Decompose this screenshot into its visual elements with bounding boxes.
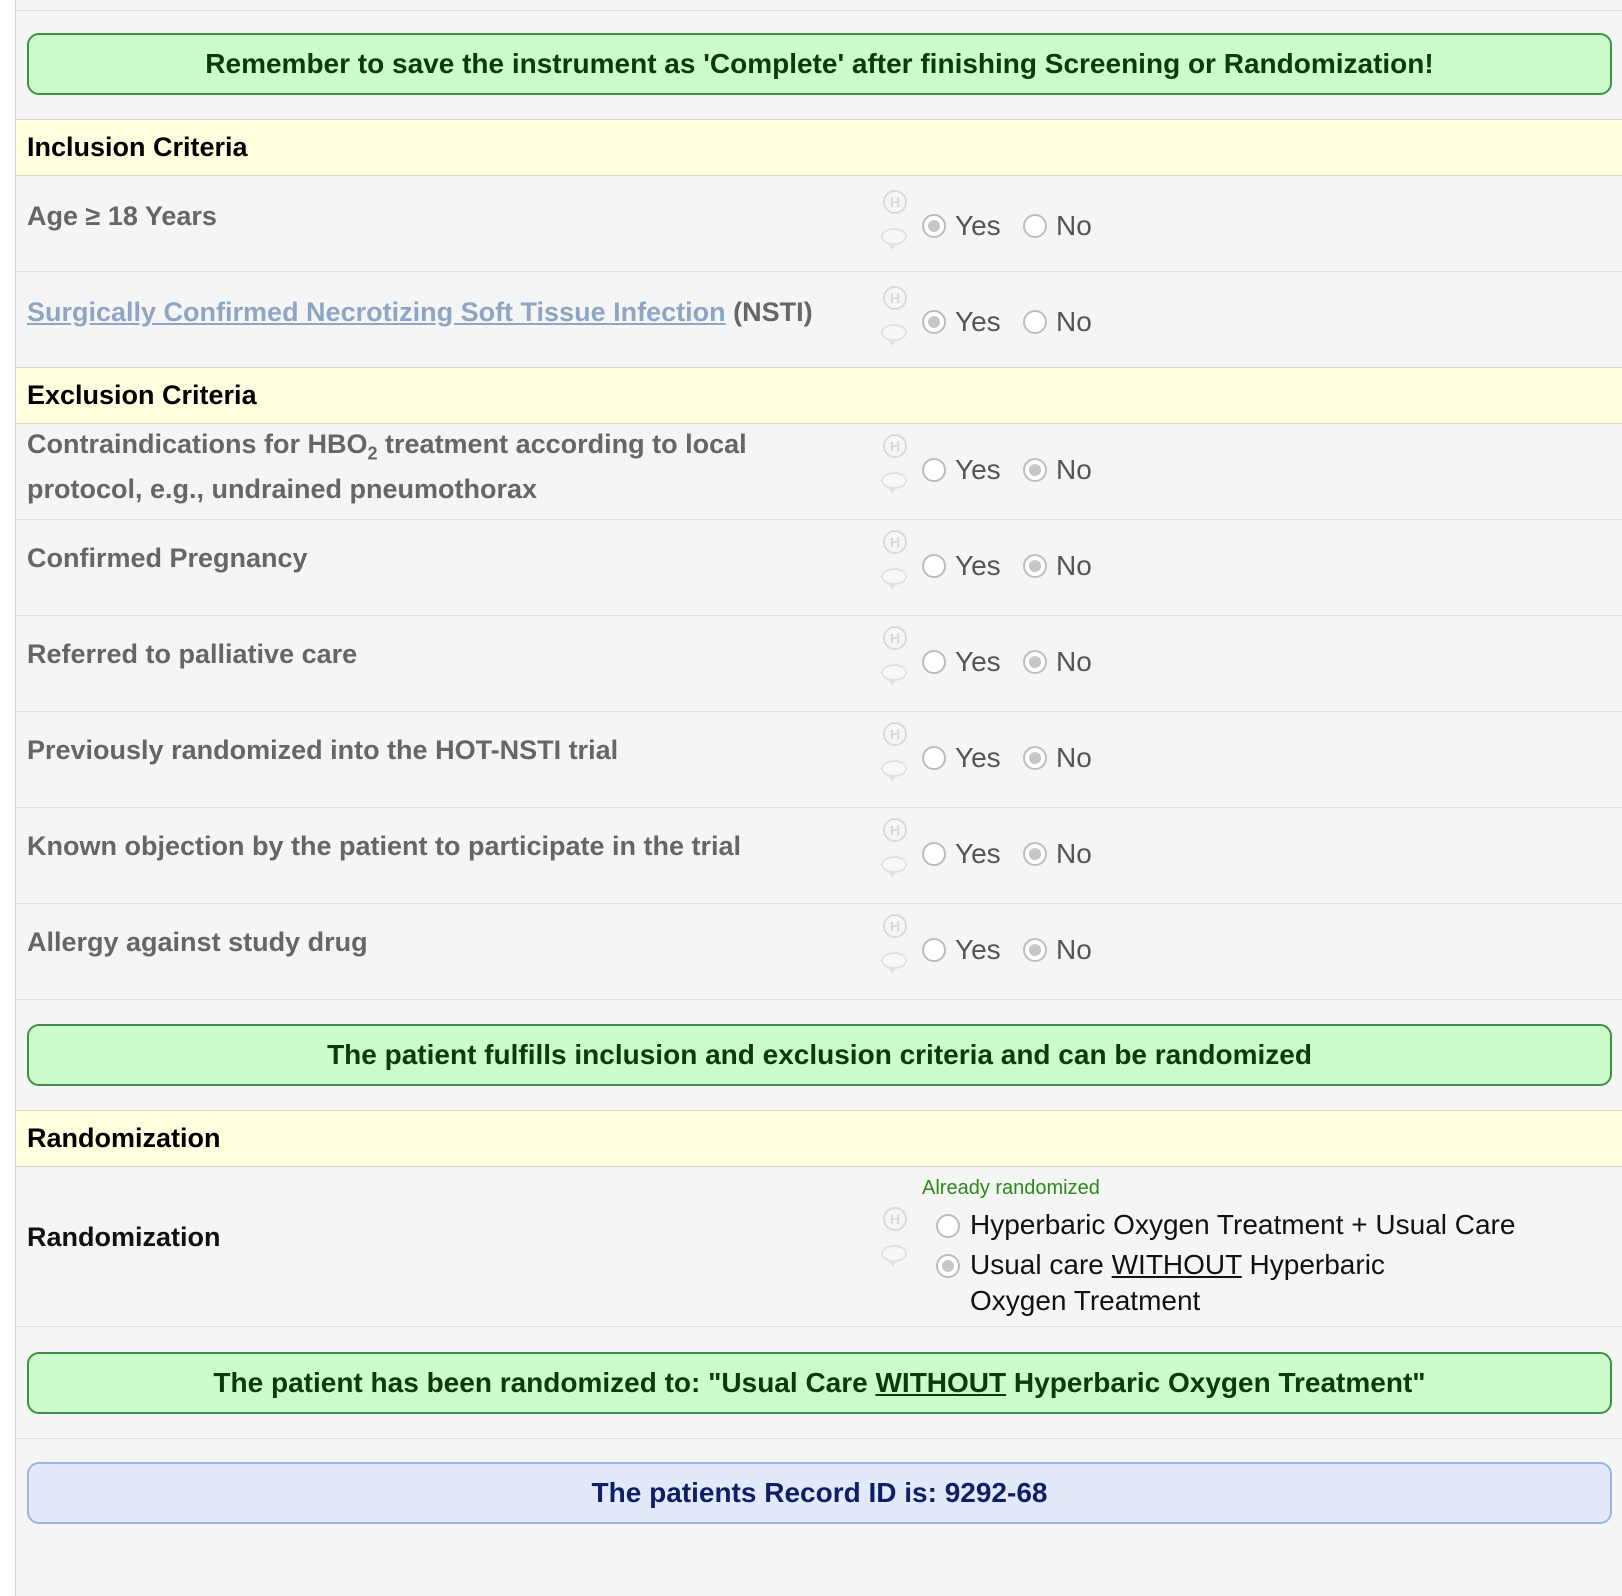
comment-icon[interactable] [881, 1245, 907, 1262]
contraindications-no-radio[interactable] [1023, 458, 1047, 482]
contraindications-yes-radio[interactable] [922, 458, 946, 482]
pregnancy-yes-radio[interactable] [922, 554, 946, 578]
palliative-row [16, 616, 1622, 712]
save-reminder-banner: Remember to save the instrument as 'Complete' after finishing Screening or Randomization! [27, 33, 1612, 95]
palliative-yes-radio[interactable] [922, 650, 946, 674]
age-yes-radio[interactable] [922, 214, 946, 238]
nsti-label: Surgically Confirmed Necrotizing Soft Tissue Infection (NSTI) [27, 297, 813, 327]
objection-no-radio[interactable] [1023, 842, 1047, 866]
randomization-option-usual-care[interactable]: Usual care WITHOUT Hyperbaric Oxygen Treatment [936, 1247, 1466, 1319]
history-icon[interactable]: H [883, 626, 907, 650]
previously-randomized-label: Previously randomized into the HOT-NSTI trial [27, 735, 619, 765]
contraindications-yes-option[interactable]: Yes [922, 452, 1001, 488]
contraindications-no-option[interactable]: No [1023, 452, 1092, 488]
palliative-no-option[interactable]: No [1023, 644, 1092, 680]
comment-icon[interactable] [881, 952, 907, 969]
previously-randomized-yes-radio[interactable] [922, 746, 946, 770]
previously-randomized-yes-option[interactable]: Yes [922, 740, 1001, 776]
randomization-option-hbot-radio[interactable] [936, 1214, 960, 1238]
age-label: Age ≥ 18 Years [27, 201, 217, 231]
palliative-yes-option[interactable]: Yes [922, 644, 1001, 680]
field-tools [878, 190, 912, 254]
already-randomized-note: Already randomized [922, 1177, 1100, 1199]
comment-icon[interactable] [881, 228, 907, 245]
objection-yes-option[interactable]: Yes [922, 836, 1001, 872]
comment-icon[interactable] [881, 568, 907, 585]
randomization-result-banner: The patient has been randomized to: "Usual Care WITHOUT Hyperbaric Oxygen Treatment" [27, 1352, 1612, 1414]
objection-row [16, 808, 1622, 904]
randomization-option-usual-care-radio[interactable] [936, 1254, 960, 1278]
divider [16, 1414, 1622, 1439]
objection-no-option[interactable]: No [1023, 836, 1092, 872]
randomization-header: Randomization [16, 1110, 1622, 1167]
previously-randomized-no-option[interactable]: No [1023, 740, 1092, 776]
age-yes-option[interactable]: Yes [922, 208, 1001, 244]
palliative-label: Referred to palliative care [27, 639, 358, 669]
pregnancy-no-option[interactable]: No [1023, 548, 1092, 584]
allergy-yes-option[interactable]: Yes [922, 932, 1001, 968]
allergy-label: Allergy against study drug [27, 927, 368, 957]
pregnancy-yes-option[interactable]: Yes [922, 548, 1001, 584]
nsti-yes-option[interactable]: Yes [922, 304, 1001, 340]
allergy-no-option[interactable]: No [1023, 932, 1092, 968]
nsti-no-radio[interactable] [1023, 310, 1047, 334]
instrument-form [15, 0, 1622, 1596]
previously-randomized-no-radio[interactable] [1023, 746, 1047, 770]
field-tools [878, 722, 912, 786]
record-id-banner: The patients Record ID is: 9292-68 [27, 1462, 1612, 1524]
history-icon[interactable]: H [883, 818, 907, 842]
history-icon[interactable]: H [883, 190, 907, 214]
randomization-row [16, 1167, 1622, 1327]
comment-icon[interactable] [881, 472, 907, 489]
contraindications-label: Contraindications for $HBO_2$ treatment according to local protocol, e.g., undrained pneumothorax [27, 429, 747, 505]
field-tools [878, 286, 912, 350]
field-tools [878, 818, 912, 882]
field-tools [878, 626, 912, 690]
history-icon[interactable]: H [883, 530, 907, 554]
objection-label: Known objection by the patient to participate in the trial [27, 831, 742, 861]
objection-yes-radio[interactable] [922, 842, 946, 866]
nsti-row [16, 272, 1622, 368]
nsti-link[interactable]: Surgically Confirmed Necrotizing Soft Tissue Infection [27, 297, 726, 327]
field-tools [878, 914, 912, 978]
pregnancy-no-radio[interactable] [1023, 554, 1047, 578]
exclusion-criteria-header: Exclusion Criteria [16, 367, 1622, 424]
allergy-row [16, 904, 1622, 1000]
field-tools [878, 1207, 912, 1271]
history-icon[interactable]: H [883, 722, 907, 746]
comment-icon[interactable] [881, 664, 907, 681]
top-divider [16, 10, 1622, 11]
history-icon[interactable]: H [883, 434, 907, 458]
age-no-radio[interactable] [1023, 214, 1047, 238]
eligibility-banner: The patient fulfills inclusion and exclusion criteria and can be randomized [27, 1024, 1612, 1086]
allergy-no-radio[interactable] [1023, 938, 1047, 962]
history-icon[interactable]: H [883, 286, 907, 310]
age-row [16, 176, 1622, 272]
allergy-yes-radio[interactable] [922, 938, 946, 962]
pregnancy-row [16, 520, 1622, 616]
pregnancy-label: Confirmed Pregnancy [27, 543, 308, 573]
comment-icon[interactable] [881, 760, 907, 777]
history-icon[interactable]: H [883, 1207, 907, 1231]
randomization-label: Randomization [27, 1222, 221, 1252]
field-tools [878, 530, 912, 594]
nsti-yes-radio[interactable] [922, 310, 946, 334]
age-no-option[interactable]: No [1023, 208, 1092, 244]
nsti-no-option[interactable]: No [1023, 304, 1092, 340]
comment-icon[interactable] [881, 856, 907, 873]
comment-icon[interactable] [881, 324, 907, 341]
inclusion-criteria-header: Inclusion Criteria [16, 119, 1622, 176]
contraindications-row [16, 424, 1622, 520]
palliative-no-radio[interactable] [1023, 650, 1047, 674]
field-tools [878, 434, 912, 498]
previously-randomized-row [16, 712, 1622, 808]
history-icon[interactable]: H [883, 914, 907, 938]
randomization-option-hbot[interactable]: Hyperbaric Oxygen Treatment + Usual Care [936, 1207, 1515, 1243]
